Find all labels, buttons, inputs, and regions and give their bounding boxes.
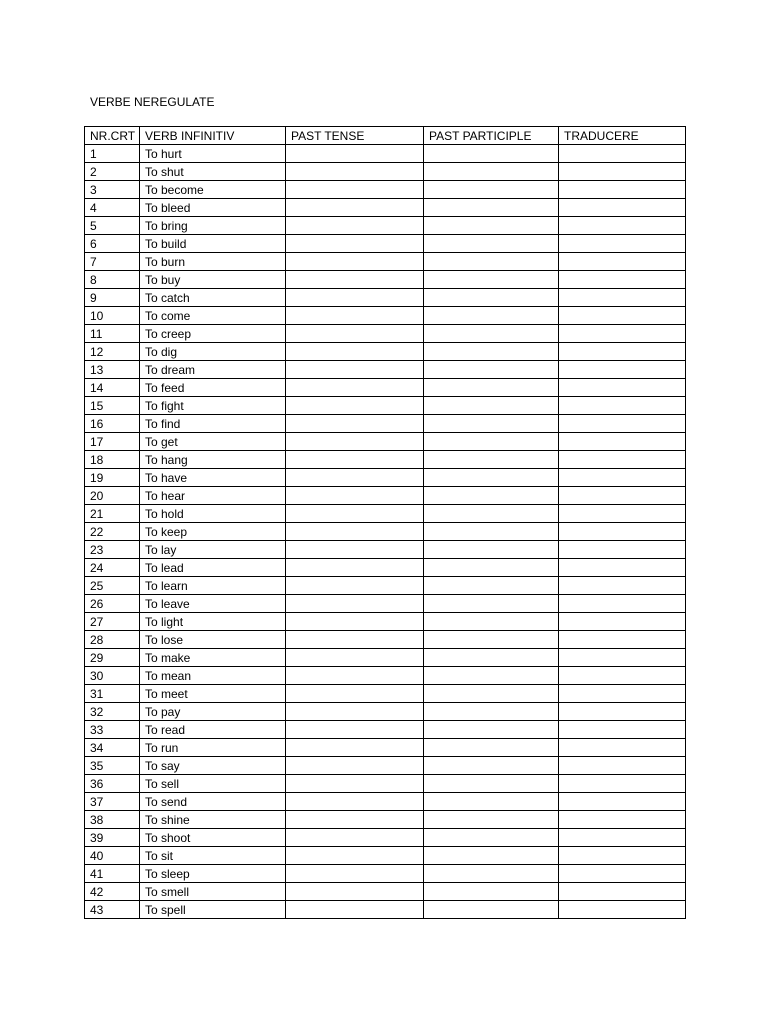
cell-past-participle — [424, 523, 559, 541]
table-row — [85, 775, 686, 793]
cell-number: 39 — [85, 829, 140, 847]
cell-past-participle — [424, 685, 559, 703]
cell-translation — [559, 577, 686, 595]
cell-past-tense — [286, 613, 424, 631]
cell-verb-infinitive: To lose — [140, 631, 286, 649]
table-row — [85, 199, 686, 217]
cell-past-tense — [286, 721, 424, 739]
table-row — [85, 289, 686, 307]
cell-verb-infinitive: To burn — [140, 253, 286, 271]
cell-verb-infinitive: To spell — [140, 901, 286, 919]
table-row — [85, 469, 686, 487]
cell-past-tense — [286, 343, 424, 361]
cell-number: 42 — [85, 883, 140, 901]
table-row — [85, 649, 686, 667]
table-row — [85, 271, 686, 289]
cell-past-tense — [286, 829, 424, 847]
cell-number: 5 — [85, 217, 140, 235]
cell-past-participle — [424, 325, 559, 343]
cell-past-participle — [424, 631, 559, 649]
cell-translation — [559, 793, 686, 811]
cell-number: 43 — [85, 901, 140, 919]
cell-number: 8 — [85, 271, 140, 289]
cell-translation — [559, 181, 686, 199]
cell-past-tense — [286, 397, 424, 415]
cell-translation — [559, 199, 686, 217]
cell-number: 26 — [85, 595, 140, 613]
cell-translation — [559, 541, 686, 559]
table-row — [85, 145, 686, 163]
cell-verb-infinitive: To lay — [140, 541, 286, 559]
cell-number: 30 — [85, 667, 140, 685]
table-row — [85, 523, 686, 541]
cell-translation — [559, 631, 686, 649]
cell-past-tense — [286, 199, 424, 217]
cell-translation — [559, 451, 686, 469]
cell-past-participle — [424, 721, 559, 739]
cell-translation — [559, 145, 686, 163]
cell-past-tense — [286, 595, 424, 613]
table-row — [85, 163, 686, 181]
cell-past-participle — [424, 865, 559, 883]
cell-past-participle — [424, 235, 559, 253]
cell-translation — [559, 883, 686, 901]
cell-translation — [559, 271, 686, 289]
cell-number: 23 — [85, 541, 140, 559]
cell-past-participle — [424, 343, 559, 361]
cell-past-tense — [286, 523, 424, 541]
cell-past-participle — [424, 505, 559, 523]
cell-number: 1 — [85, 145, 140, 163]
cell-verb-infinitive: To mean — [140, 667, 286, 685]
cell-past-tense — [286, 577, 424, 595]
cell-verb-infinitive: To creep — [140, 325, 286, 343]
cell-past-tense — [286, 667, 424, 685]
cell-past-tense — [286, 631, 424, 649]
cell-past-participle — [424, 199, 559, 217]
table-row — [85, 343, 686, 361]
table-row — [85, 325, 686, 343]
cell-past-participle — [424, 613, 559, 631]
cell-verb-infinitive: To say — [140, 757, 286, 775]
cell-verb-infinitive: To hang — [140, 451, 286, 469]
cell-verb-infinitive: To make — [140, 649, 286, 667]
irregular-verbs-table — [84, 126, 686, 919]
table-row — [85, 253, 686, 271]
cell-verb-infinitive: To shut — [140, 163, 286, 181]
cell-verb-infinitive: To dig — [140, 343, 286, 361]
cell-verb-infinitive: To sell — [140, 775, 286, 793]
cell-number: 35 — [85, 757, 140, 775]
table-row — [85, 757, 686, 775]
cell-past-tense — [286, 649, 424, 667]
cell-number: 37 — [85, 793, 140, 811]
cell-translation — [559, 217, 686, 235]
table-row — [85, 307, 686, 325]
cell-translation — [559, 865, 686, 883]
cell-translation — [559, 523, 686, 541]
table-row — [85, 541, 686, 559]
cell-verb-infinitive: To shine — [140, 811, 286, 829]
cell-number: 6 — [85, 235, 140, 253]
table-row — [85, 235, 686, 253]
cell-past-participle — [424, 829, 559, 847]
table-row — [85, 793, 686, 811]
cell-verb-infinitive: To get — [140, 433, 286, 451]
table-row — [85, 739, 686, 757]
cell-verb-infinitive: To hurt — [140, 145, 286, 163]
cell-number: 16 — [85, 415, 140, 433]
cell-past-tense — [286, 865, 424, 883]
cell-number: 32 — [85, 703, 140, 721]
cell-verb-infinitive: To lead — [140, 559, 286, 577]
table-row — [85, 847, 686, 865]
cell-past-participle — [424, 811, 559, 829]
cell-translation — [559, 469, 686, 487]
cell-verb-infinitive: To buy — [140, 271, 286, 289]
cell-past-participle — [424, 541, 559, 559]
cell-past-tense — [286, 703, 424, 721]
cell-translation — [559, 235, 686, 253]
cell-past-tense — [286, 379, 424, 397]
cell-translation — [559, 901, 686, 919]
cell-past-tense — [286, 883, 424, 901]
cell-translation — [559, 595, 686, 613]
cell-verb-infinitive: To catch — [140, 289, 286, 307]
cell-translation — [559, 289, 686, 307]
header-traducere: TRADUCERE — [559, 127, 686, 145]
cell-past-tense — [286, 217, 424, 235]
table-row — [85, 397, 686, 415]
cell-verb-infinitive: To leave — [140, 595, 286, 613]
cell-past-participle — [424, 883, 559, 901]
table-row — [85, 613, 686, 631]
cell-verb-infinitive: To bleed — [140, 199, 286, 217]
cell-past-participle — [424, 559, 559, 577]
cell-translation — [559, 397, 686, 415]
cell-past-participle — [424, 451, 559, 469]
cell-number: 25 — [85, 577, 140, 595]
cell-past-participle — [424, 379, 559, 397]
cell-number: 11 — [85, 325, 140, 343]
cell-number: 12 — [85, 343, 140, 361]
cell-past-tense — [286, 739, 424, 757]
table-row — [85, 181, 686, 199]
table-row — [85, 631, 686, 649]
table-body — [85, 145, 686, 919]
cell-translation — [559, 847, 686, 865]
cell-number: 22 — [85, 523, 140, 541]
cell-number: 27 — [85, 613, 140, 631]
table-row — [85, 559, 686, 577]
table-row — [85, 451, 686, 469]
cell-verb-infinitive: To sit — [140, 847, 286, 865]
cell-translation — [559, 667, 686, 685]
cell-past-tense — [286, 451, 424, 469]
header-verb-infinitiv: VERB INFINITIV — [140, 127, 286, 145]
cell-past-tense — [286, 469, 424, 487]
cell-number: 29 — [85, 649, 140, 667]
cell-verb-infinitive: To pay — [140, 703, 286, 721]
cell-past-participle — [424, 649, 559, 667]
page-title: VERBE NEREGULATE — [90, 95, 215, 109]
cell-number: 7 — [85, 253, 140, 271]
cell-past-tense — [286, 811, 424, 829]
cell-number: 24 — [85, 559, 140, 577]
table-row — [85, 901, 686, 919]
cell-past-tense — [286, 775, 424, 793]
cell-past-tense — [286, 145, 424, 163]
cell-past-participle — [424, 739, 559, 757]
cell-past-participle — [424, 595, 559, 613]
cell-translation — [559, 325, 686, 343]
cell-past-participle — [424, 703, 559, 721]
table-row — [85, 667, 686, 685]
cell-past-tense — [286, 757, 424, 775]
cell-past-tense — [286, 847, 424, 865]
cell-past-participle — [424, 253, 559, 271]
cell-number: 17 — [85, 433, 140, 451]
cell-number: 40 — [85, 847, 140, 865]
cell-past-tense — [286, 289, 424, 307]
table-row — [85, 505, 686, 523]
cell-translation — [559, 163, 686, 181]
cell-past-tense — [286, 559, 424, 577]
table-row — [85, 721, 686, 739]
cell-verb-infinitive: To read — [140, 721, 286, 739]
table-row — [85, 379, 686, 397]
cell-past-tense — [286, 415, 424, 433]
cell-verb-infinitive: To have — [140, 469, 286, 487]
cell-verb-infinitive: To learn — [140, 577, 286, 595]
cell-number: 41 — [85, 865, 140, 883]
cell-number: 33 — [85, 721, 140, 739]
cell-verb-infinitive: To shoot — [140, 829, 286, 847]
cell-number: 36 — [85, 775, 140, 793]
cell-past-participle — [424, 901, 559, 919]
cell-verb-infinitive: To smell — [140, 883, 286, 901]
cell-number: 20 — [85, 487, 140, 505]
cell-past-tense — [286, 505, 424, 523]
cell-past-participle — [424, 217, 559, 235]
cell-number: 19 — [85, 469, 140, 487]
table-row — [85, 883, 686, 901]
cell-past-tense — [286, 793, 424, 811]
cell-number: 31 — [85, 685, 140, 703]
cell-past-participle — [424, 757, 559, 775]
cell-past-participle — [424, 361, 559, 379]
cell-translation — [559, 685, 686, 703]
cell-past-participle — [424, 307, 559, 325]
cell-translation — [559, 811, 686, 829]
cell-number: 34 — [85, 739, 140, 757]
cell-translation — [559, 649, 686, 667]
cell-number: 15 — [85, 397, 140, 415]
cell-past-tense — [286, 235, 424, 253]
table-row — [85, 865, 686, 883]
cell-past-tense — [286, 181, 424, 199]
cell-number: 4 — [85, 199, 140, 217]
header-past-participle: PAST PARTICIPLE — [424, 127, 559, 145]
table-row — [85, 829, 686, 847]
cell-past-tense — [286, 361, 424, 379]
cell-translation — [559, 253, 686, 271]
cell-number: 21 — [85, 505, 140, 523]
cell-translation — [559, 307, 686, 325]
table-row — [85, 811, 686, 829]
cell-number: 9 — [85, 289, 140, 307]
cell-translation — [559, 775, 686, 793]
cell-past-participle — [424, 469, 559, 487]
cell-past-tense — [286, 487, 424, 505]
cell-translation — [559, 505, 686, 523]
cell-past-participle — [424, 793, 559, 811]
table-row — [85, 703, 686, 721]
cell-number: 2 — [85, 163, 140, 181]
cell-translation — [559, 379, 686, 397]
header-nr-crt: NR.CRT — [85, 127, 140, 145]
cell-past-tense — [286, 163, 424, 181]
table-header-row — [85, 127, 686, 145]
cell-translation — [559, 343, 686, 361]
cell-translation — [559, 829, 686, 847]
cell-translation — [559, 487, 686, 505]
cell-verb-infinitive: To become — [140, 181, 286, 199]
cell-number: 18 — [85, 451, 140, 469]
cell-verb-infinitive: To send — [140, 793, 286, 811]
cell-translation — [559, 361, 686, 379]
cell-past-participle — [424, 487, 559, 505]
cell-past-participle — [424, 775, 559, 793]
cell-translation — [559, 559, 686, 577]
cell-verb-infinitive: To fight — [140, 397, 286, 415]
cell-verb-infinitive: To come — [140, 307, 286, 325]
cell-verb-infinitive: To light — [140, 613, 286, 631]
cell-number: 10 — [85, 307, 140, 325]
header-past-tense: PAST TENSE — [286, 127, 424, 145]
cell-verb-infinitive: To find — [140, 415, 286, 433]
cell-number: 38 — [85, 811, 140, 829]
table-row — [85, 433, 686, 451]
cell-verb-infinitive: To keep — [140, 523, 286, 541]
table-row — [85, 487, 686, 505]
cell-verb-infinitive: To hear — [140, 487, 286, 505]
cell-past-tense — [286, 325, 424, 343]
cell-translation — [559, 703, 686, 721]
cell-past-tense — [286, 307, 424, 325]
cell-translation — [559, 433, 686, 451]
table-row — [85, 595, 686, 613]
table-row — [85, 361, 686, 379]
cell-past-participle — [424, 289, 559, 307]
cell-verb-infinitive: To bring — [140, 217, 286, 235]
cell-number: 14 — [85, 379, 140, 397]
cell-translation — [559, 613, 686, 631]
cell-past-tense — [286, 433, 424, 451]
cell-translation — [559, 757, 686, 775]
cell-past-tense — [286, 685, 424, 703]
cell-verb-infinitive: To sleep — [140, 865, 286, 883]
table-row — [85, 577, 686, 595]
cell-verb-infinitive: To feed — [140, 379, 286, 397]
cell-translation — [559, 739, 686, 757]
cell-past-tense — [286, 901, 424, 919]
cell-verb-infinitive: To build — [140, 235, 286, 253]
cell-past-participle — [424, 271, 559, 289]
cell-past-tense — [286, 541, 424, 559]
cell-number: 28 — [85, 631, 140, 649]
cell-past-participle — [424, 145, 559, 163]
table-row — [85, 217, 686, 235]
cell-past-participle — [424, 181, 559, 199]
cell-verb-infinitive: To meet — [140, 685, 286, 703]
cell-past-participle — [424, 577, 559, 595]
cell-past-participle — [424, 847, 559, 865]
cell-past-participle — [424, 415, 559, 433]
cell-translation — [559, 415, 686, 433]
cell-past-participle — [424, 667, 559, 685]
cell-past-participle — [424, 433, 559, 451]
cell-past-participle — [424, 397, 559, 415]
cell-verb-infinitive: To run — [140, 739, 286, 757]
cell-number: 3 — [85, 181, 140, 199]
cell-past-tense — [286, 253, 424, 271]
cell-number: 13 — [85, 361, 140, 379]
cell-past-tense — [286, 271, 424, 289]
cell-translation — [559, 721, 686, 739]
cell-verb-infinitive: To hold — [140, 505, 286, 523]
table-row — [85, 415, 686, 433]
cell-verb-infinitive: To dream — [140, 361, 286, 379]
table-row — [85, 685, 686, 703]
cell-past-participle — [424, 163, 559, 181]
